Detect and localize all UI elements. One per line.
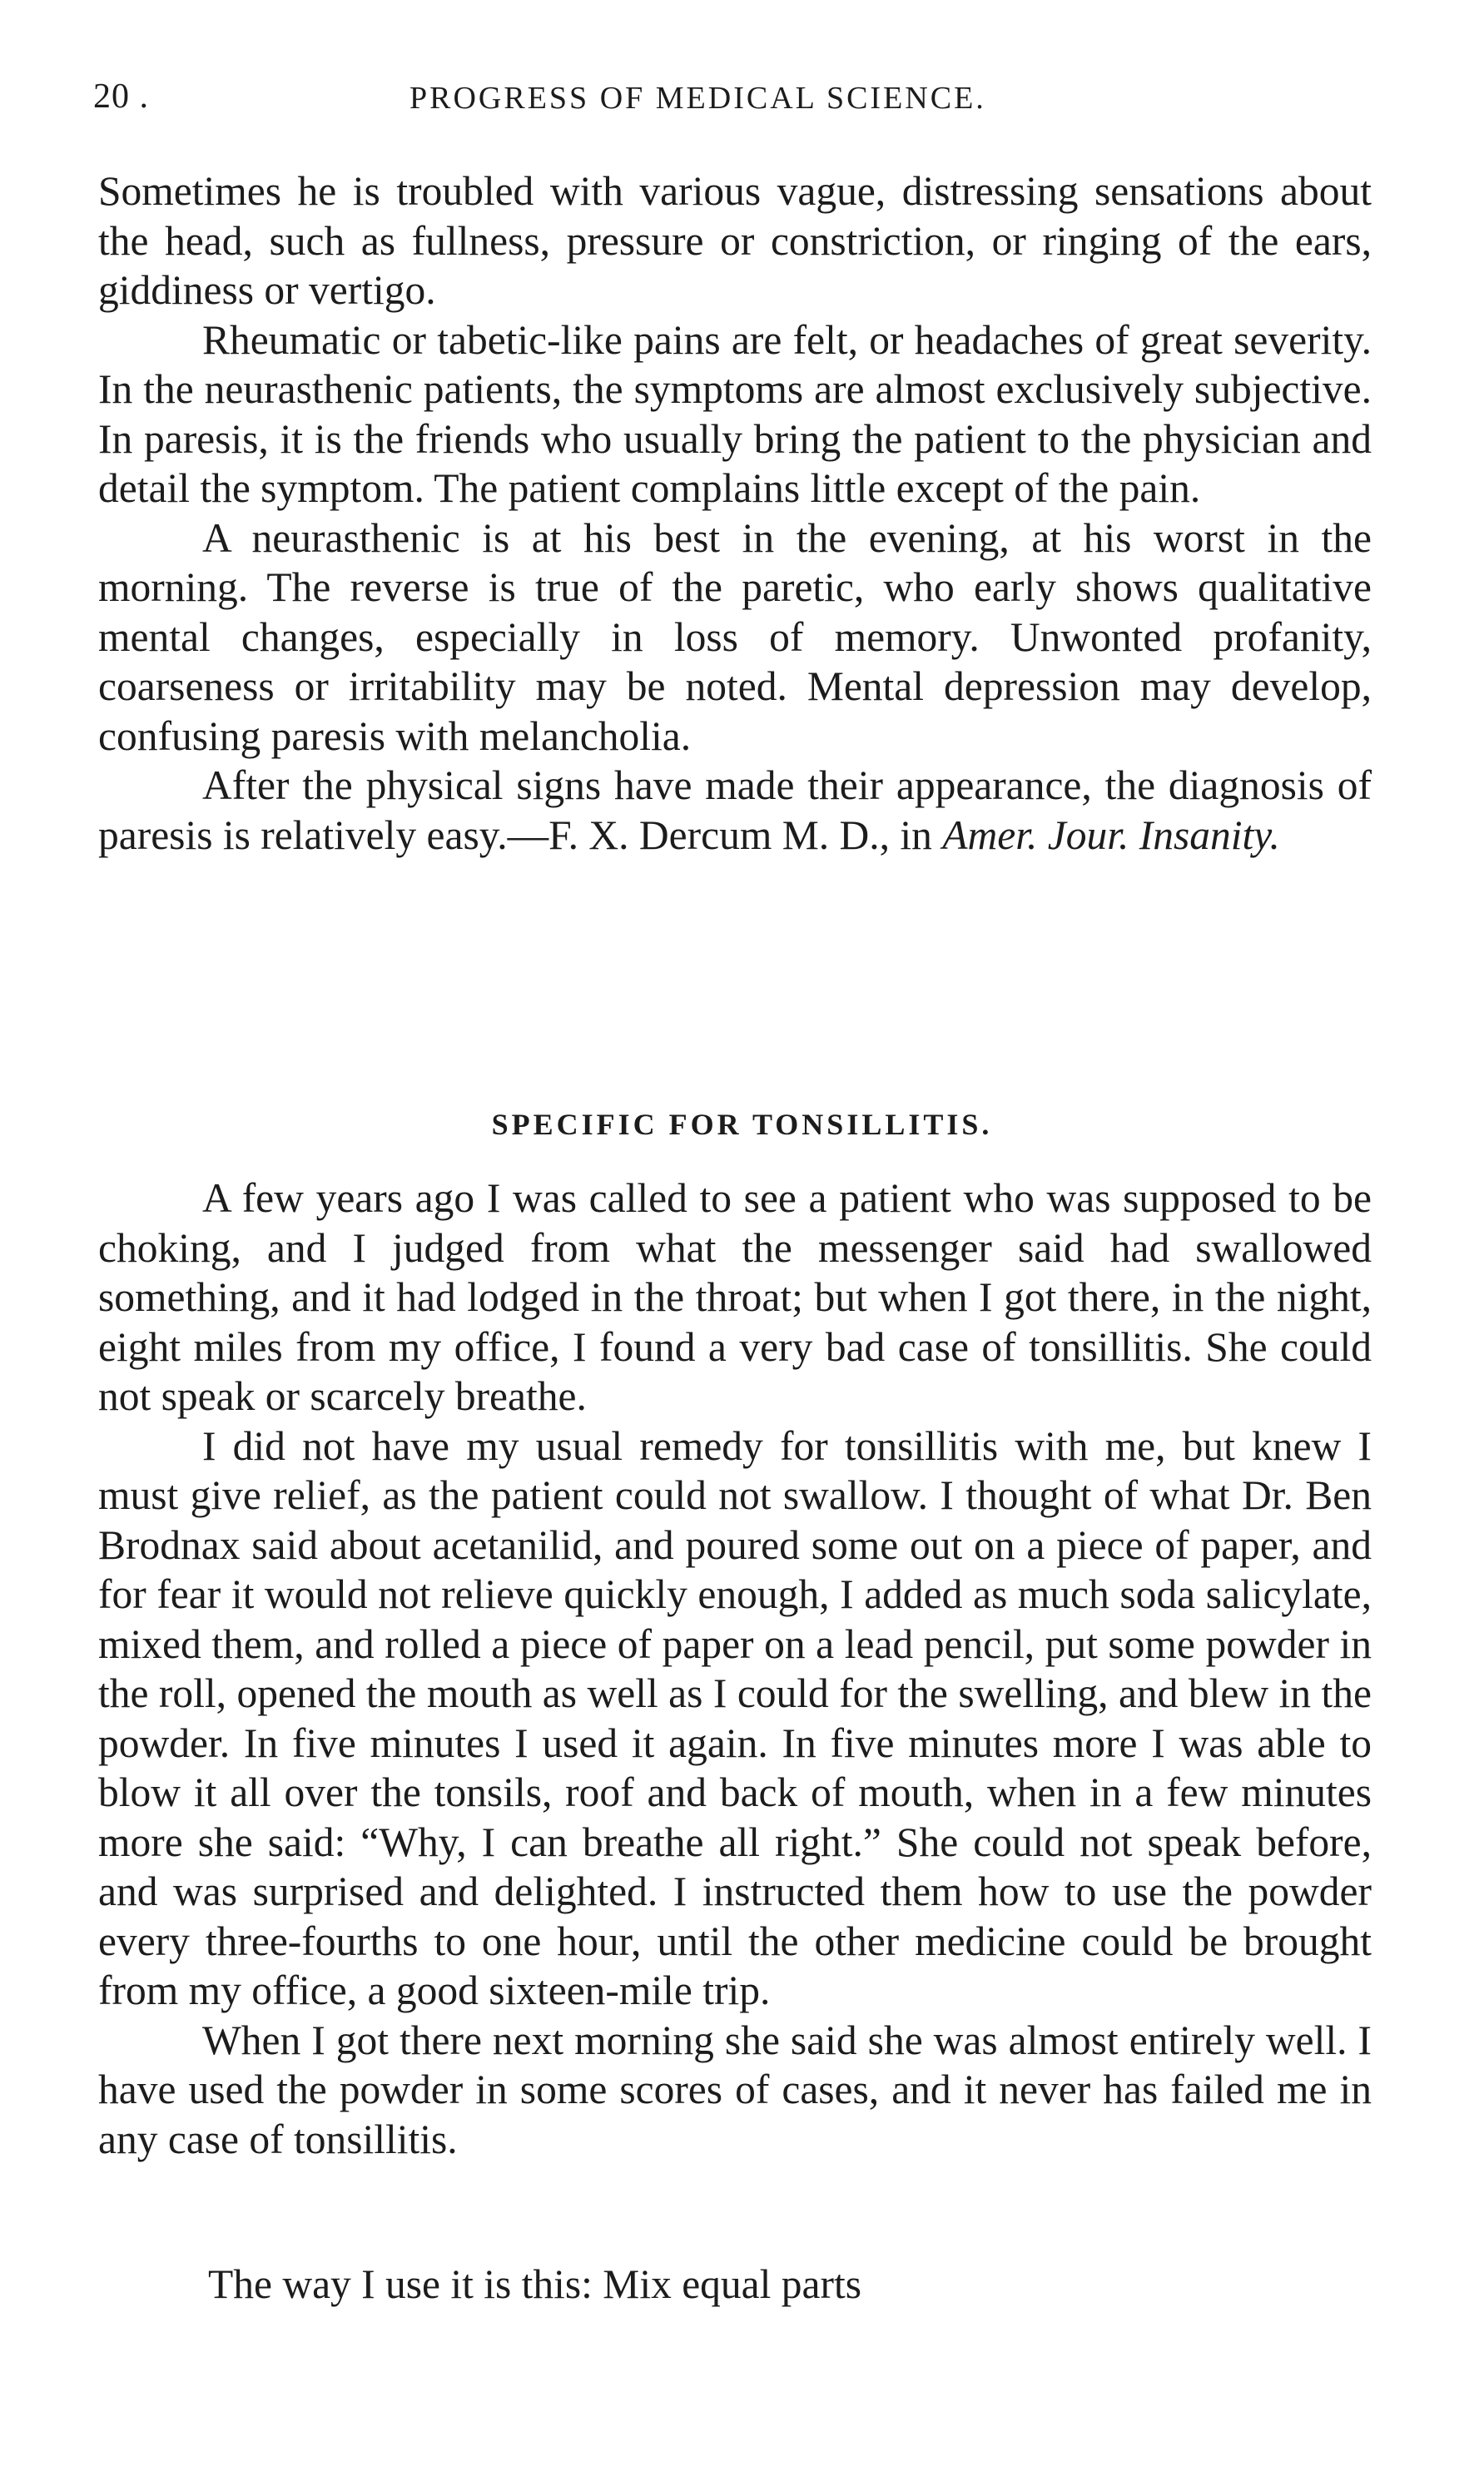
section-tonsillitis-text	[98, 1174, 1372, 2164]
running-title: PROGRESS OF MEDICAL SCIENCE.	[409, 81, 986, 116]
citation-journal: Amer. Jour. Insanity.	[942, 811, 1280, 858]
paragraph: Sometimes he is troubled with various vague, distressing sensations about the head, such as fullness, pressure or constriction, or ringing of the ears, giddiness or vertigo.	[98, 168, 1372, 313]
paragraph: A few years ago I was called to see a patient who was supposed to be choking, and I judged from what the messenger said had swallowed something, and it had lodged in the throat; but when I got there, in the night, eight miles from my office, I found a very bad case of tonsillitis. She could not speak or scarcely breathe.	[98, 1175, 1372, 1419]
paragraph: A neurasthenic is at his best in the evening, at his worst in the morning. The reverse is true of the paretic, who early shows qualitative mental changes, especially in loss of memory. Unwonted profanity, coarseness or irritability may be noted. Mental depression may develop, confusing paresis with melancholia.	[98, 514, 1372, 759]
running-head	[93, 77, 1425, 127]
section-paresis-text	[98, 166, 1372, 860]
paragraph-with-citation	[98, 761, 1372, 860]
continuing-line	[208, 2260, 861, 2310]
paragraph: When I got there next morning she said she was almost entirely well. I have used the powder in some scores of cases, and it never has failed me in any case of tonsillitis.	[98, 2017, 1372, 2162]
citation-text: After the physical signs have made their appearance, the diagnosis of paresis is relatively easy.—F. X. Dercum M. D., in	[98, 762, 1372, 858]
paragraph: Rheumatic or tabetic-like pains are felt, or headaches of great severity. In the neurasthenic patients, the symptoms are almost exclusively subjective. In paresis, it is the friends who usually bring the patient to the physician and detail the symptom. The patient complains little except of the pain.	[98, 316, 1372, 511]
paragraph-continues: The way I use it is this: Mix equal parts	[208, 2261, 861, 2307]
section-heading: SPECIFIC FOR TONSILLITIS.	[491, 1108, 993, 1141]
paragraph: I did not have my usual remedy for tonsillitis with me, but knew I must give relief, as the patient could not swallow. I thought of what Dr. Ben Brodnax said about acetanilid, and poured some out on a piece of paper, and for fear it would not relieve quickly enough, I added as much soda salicylate, mixed them, and rolled a piece of paper on a lead pencil, put some powder in the roll, opened the mouth as well as I could for the swelling, and blew in the powder. In five minutes I used it again. In five minutes more I was able to blow it all over the tonsils, roof and back of mouth, when in a few minutes more she said: “Why, I can breathe all right.” She could not speak before, and was surprised and delighted. I instructed them how to use the powder every three-fourths to one hour, until the other medicine could be brought from my office, a good sixteen-mile trip.	[98, 1422, 1372, 2013]
page-number: 20 .	[93, 77, 149, 116]
